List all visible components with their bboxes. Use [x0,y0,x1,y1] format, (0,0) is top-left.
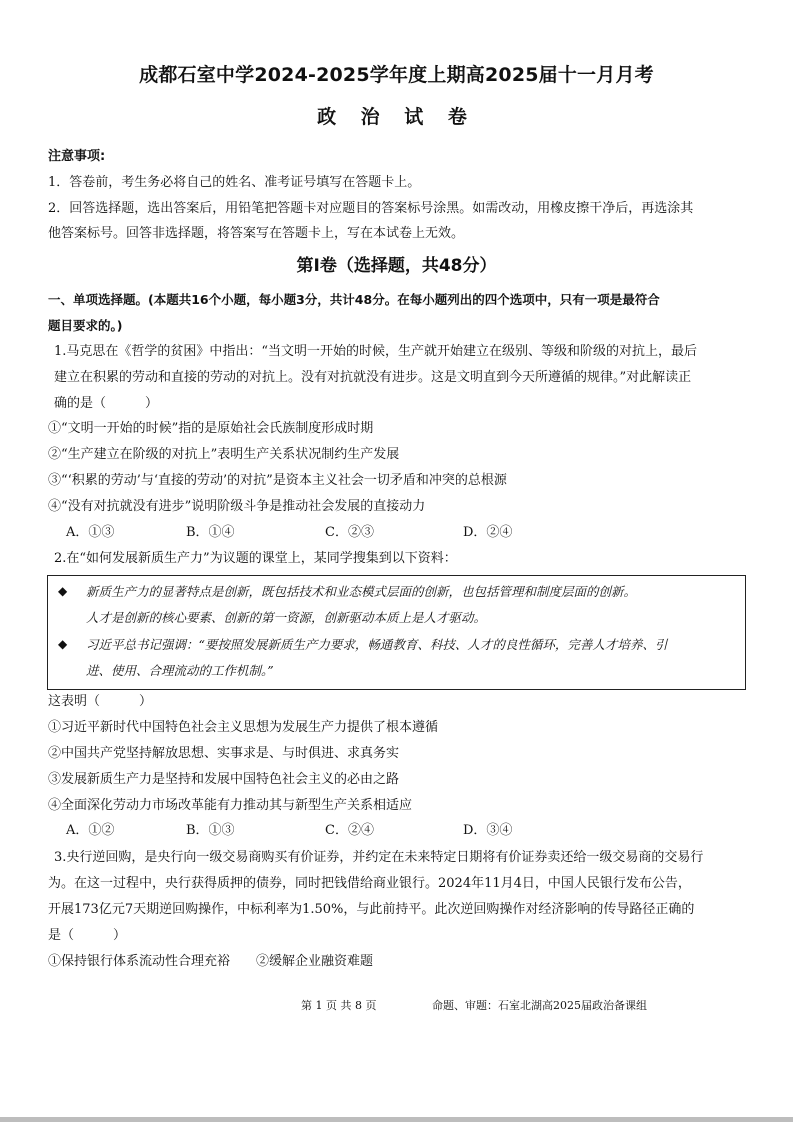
section-instruction-line-2: 题目要求的。) [48,318,123,333]
bullet-diamond-icon: ◆ [58,637,68,651]
q1-option-a[interactable]: A．①③ [66,525,115,540]
q3-stem-line-1: 3.央行逆回购，是央行向一级交易商购买有价证券，并约定在未来特定日期将有价证券卖还给一级交易商的交易行 [54,850,704,865]
q1-option-d[interactable]: D．②④ [463,525,513,540]
notice-heading: 注意事项: [48,149,106,164]
footer-page-number: 第 1 页 共 8 页 [301,999,377,1012]
notice-item-2-line-1: 2．回答选择题，选出答案后，用铅笔把答题卡对应题目的答案标号涂黑。如需改动，用橡皮擦干净后，再选涂其 [48,201,694,216]
section-title: 第Ⅰ卷（选择题，共48分） [296,256,497,276]
footer-credit: 命题、审题：石室北湖高2025届政治备课组 [432,999,647,1012]
page-bottom-divider [0,1117,793,1122]
q2-material-box [47,575,746,690]
q3-statements-1-2: ①保持银行体系流动性合理充裕 ②缓解企业融资难题 [48,954,374,969]
q1-stem-line-1: 1.马克思在《哲学的贫困》中指出：“当文明一开始的时候，生产就开始建立在级别、等级和阶级的对抗上，最后 [54,344,698,359]
subject-title: 政 治 试 卷 [317,106,476,128]
q3-stem-line-2: 为。在这一过程中，央行获得质押的债券，同时把钱借给商业银行。2024年11月4日，中国人民银行发布公告， [48,876,691,891]
q2-option-a[interactable]: A．①② [66,823,115,838]
q1-option-b[interactable]: B．①④ [186,525,235,540]
section-instruction-line-1: 一、单项选择题。(本题共16个小题，每小题3分，共计48分。在每小题列出的四个选项中，只有一项是最符合 [48,292,660,307]
q1-statement-1: ①“文明一开始的时候”指的是原始社会氏族制度形成时期 [48,421,374,436]
notice-item-1: 1．答卷前，考生务必将自己的姓名、准考证号填写在答题卡上。 [48,175,421,190]
q2-option-c[interactable]: C．②④ [325,823,374,838]
q2-material-p1-line-1: 新质生产力的显著特点是创新，既包括技术和业态模式层面的创新，也包括管理和制度层面的创新。 [86,584,637,599]
q2-ask: 这表明（ ） [48,694,153,709]
q1-stem-line-2: 建立在积累的劳动和直接的劳动的对抗上。没有对抗就没有进步。这是文明直到今天所遵循的规律。”对此解读正 [54,370,692,385]
q1-statement-2: ②“生产建立在阶级的对抗上”表明生产关系状况制约生产发展 [48,447,400,462]
exam-title: 成都石室中学2024-2025学年度上期高2025届十一月月考 [139,64,654,86]
q3-stem-line-4: 是（ ） [48,928,127,943]
q2-material-p2-line-1: 习近平总书记强调：“要按照发展新质生产力要求，畅通教育、科技、人才的良性循环，完善人才培养、引 [86,637,668,652]
q2-statement-2: ②中国共产党坚持解放思想、实事求是、与时俱进、求真务实 [48,746,400,761]
notice-item-2-line-2: 他答案标号。回答非选择题，将答案写在答题卡上，写在本试卷上无效。 [48,226,465,241]
q2-material-p1-line-2: 人才是创新的核心要素、创新的第一资源，创新驱动本质上是人才驱动。 [86,610,487,625]
q1-option-c[interactable]: C．②③ [325,525,374,540]
q2-option-b[interactable]: B．①③ [186,823,235,838]
q1-statement-3: ③“‘积累的劳动’与‘直接的劳动’的对抗”是资本主义社会一切矛盾和冲突的总根源 [48,473,507,488]
q2-material-p2-line-2: 进、使用、合理流动的工作机制。” [86,663,274,678]
q1-stem-line-3: 确的是（ ） [54,396,159,411]
q2-statement-1: ①习近平新时代中国特色社会主义思想为发展生产力提供了根本遵循 [48,720,439,735]
q1-statement-4: ④“没有对抗就没有进步”说明阶级斗争是推动社会发展的直接动力 [48,499,426,514]
q2-stem: 2.在“如何发展新质生产力”为议题的课堂上，某同学搜集到以下资料： [54,551,457,566]
q3-stem-line-3: 开展173亿元7天期逆回购操作，中标利率为1.50%，与此前持平。此次逆回购操作对经济影响的传导路径正确的 [48,902,695,917]
q2-statement-4: ④全面深化劳动力市场改革能有力推动其与新型生产关系相适应 [48,798,413,813]
q2-option-d[interactable]: D．③④ [463,823,513,838]
q2-statement-3: ③发展新质生产力是坚持和发展中国特色社会主义的必由之路 [48,772,400,787]
bullet-diamond-icon: ◆ [58,584,68,598]
